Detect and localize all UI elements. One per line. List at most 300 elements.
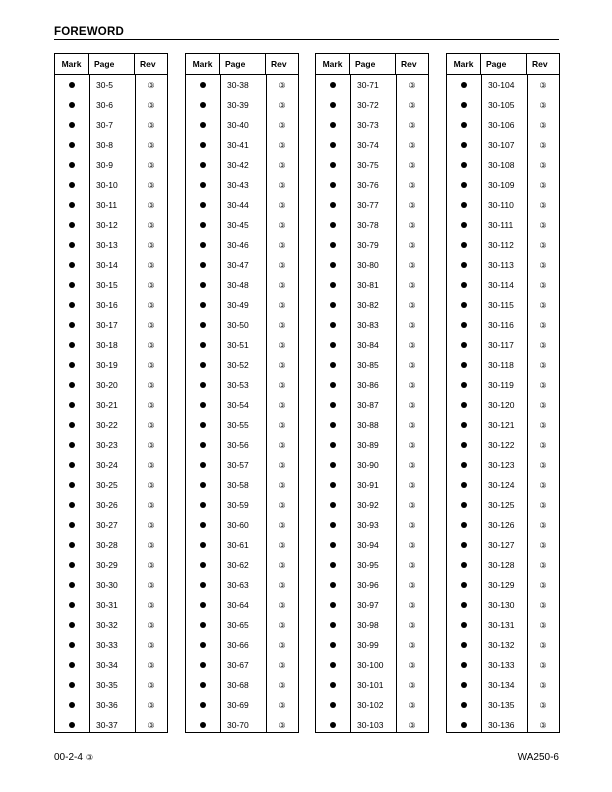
rev-cell: ③ (278, 440, 286, 450)
mark-cell (186, 662, 220, 668)
mark-cell (55, 702, 89, 708)
revised-mark-dot-icon (200, 602, 206, 608)
revised-mark-dot-icon (330, 622, 336, 628)
table-row (316, 635, 428, 655)
mark-cell (316, 702, 350, 708)
table-row (186, 535, 298, 555)
rev-cell: ③ (408, 700, 416, 710)
mark-cell (447, 382, 481, 388)
revised-mark-dot-icon (330, 362, 336, 368)
revised-mark-dot-icon (69, 122, 75, 128)
rev-cell: ③ (147, 600, 155, 610)
page-cell: 30-134 (488, 680, 515, 690)
rev-cell: ③ (539, 220, 547, 230)
rev-cell: ③ (539, 320, 547, 330)
mark-cell (316, 202, 350, 208)
mark-cell (316, 662, 350, 668)
table-row (55, 435, 167, 455)
rev-cell: ③ (539, 700, 547, 710)
revised-mark-dot-icon (200, 402, 206, 408)
rev-cell: ③ (278, 260, 286, 270)
page-cell: 30-69 (227, 700, 249, 710)
page-cell: 30-105 (488, 100, 515, 110)
table-row (186, 615, 298, 635)
table-row (447, 95, 559, 115)
rev-cell: ③ (539, 520, 547, 530)
page-cell: 30-88 (357, 420, 379, 430)
revised-mark-dot-icon (200, 642, 206, 648)
table-row (316, 215, 428, 235)
page-cell: 30-26 (96, 500, 118, 510)
table-row (316, 675, 428, 695)
table-row (55, 75, 167, 95)
table-row (316, 595, 428, 615)
column-header-mark: Mark (55, 54, 89, 74)
mark-cell (186, 422, 220, 428)
revised-mark-dot-icon (200, 582, 206, 588)
page-cell: 30-79 (357, 240, 379, 250)
page-cell: 30-96 (357, 580, 379, 590)
mark-cell (316, 262, 350, 268)
table-row (316, 715, 428, 735)
mark-cell (316, 682, 350, 688)
table-row (316, 395, 428, 415)
rev-cell: ③ (408, 640, 416, 650)
page-cell: 30-28 (96, 540, 118, 550)
table-row (186, 95, 298, 115)
rev-cell: ③ (278, 560, 286, 570)
table-row (447, 715, 559, 735)
revised-mark-dot-icon (330, 302, 336, 308)
page-cell: 30-93 (357, 520, 379, 530)
revised-mark-dot-icon (69, 382, 75, 388)
table-row (316, 315, 428, 335)
mark-cell (316, 302, 350, 308)
mark-cell (447, 702, 481, 708)
column-header-row (316, 54, 428, 75)
table-row (447, 175, 559, 195)
rev-cell: ③ (408, 220, 416, 230)
mark-cell (447, 542, 481, 548)
table-row (447, 275, 559, 295)
table-row (186, 675, 298, 695)
mark-cell (316, 222, 350, 228)
revised-mark-dot-icon (461, 382, 467, 388)
mark-cell (55, 622, 89, 628)
page-cell: 30-32 (96, 620, 118, 630)
revised-mark-dot-icon (330, 342, 336, 348)
rev-cell: ③ (539, 420, 547, 430)
revised-mark-dot-icon (200, 382, 206, 388)
page-cell: 30-16 (96, 300, 118, 310)
revised-mark-dot-icon (200, 562, 206, 568)
page-cell: 30-122 (488, 440, 515, 450)
table-row (55, 235, 167, 255)
rev-cell: ③ (147, 160, 155, 170)
revised-mark-dot-icon (69, 262, 75, 268)
rev-cell: ③ (408, 720, 416, 730)
revised-mark-dot-icon (200, 462, 206, 468)
table-row (55, 215, 167, 235)
table-row (55, 575, 167, 595)
rev-cell: ③ (147, 620, 155, 630)
rev-cell: ③ (147, 340, 155, 350)
rev-cell: ③ (539, 380, 547, 390)
page-cell: 30-118 (488, 360, 514, 370)
mark-cell (316, 522, 350, 528)
column-header-page: Page (89, 54, 135, 74)
page-cell: 30-44 (227, 200, 249, 210)
rev-cell: ③ (278, 500, 286, 510)
mark-cell (186, 642, 220, 648)
revised-mark-dot-icon (69, 442, 75, 448)
page-cell: 30-8 (96, 140, 114, 150)
page-cell: 30-121 (488, 420, 515, 430)
rev-cell: ③ (539, 480, 547, 490)
table-row (447, 235, 559, 255)
revised-mark-dot-icon (461, 602, 467, 608)
page-cell: 30-48 (227, 280, 249, 290)
mark-cell (186, 162, 220, 168)
page-cell: 30-131 (488, 620, 515, 630)
rev-cell: ③ (539, 660, 547, 670)
rev-cell: ③ (539, 100, 547, 110)
page-cell: 30-33 (96, 640, 118, 650)
page-cell: 30-78 (357, 220, 379, 230)
mark-cell (186, 262, 220, 268)
footer-page-number-text: 00-2-4 (54, 752, 83, 763)
table-row (316, 255, 428, 275)
revised-mark-dot-icon (461, 582, 467, 588)
page-cell: 30-68 (227, 680, 249, 690)
rev-cell: ③ (278, 680, 286, 690)
table-row (316, 95, 428, 115)
mark-cell (447, 142, 481, 148)
table-row (55, 395, 167, 415)
mark-cell (55, 182, 89, 188)
revised-mark-dot-icon (69, 502, 75, 508)
rev-cell: ③ (278, 240, 286, 250)
page-cell: 30-74 (357, 140, 379, 150)
table-column (315, 53, 429, 733)
rev-cell: ③ (278, 300, 286, 310)
rev-cell: ③ (408, 460, 416, 470)
page-cell: 30-66 (227, 640, 249, 650)
rev-cell: ③ (147, 180, 155, 190)
revised-mark-dot-icon (461, 522, 467, 528)
mark-cell (186, 182, 220, 188)
page-cell: 30-29 (96, 560, 118, 570)
revised-mark-dot-icon (69, 362, 75, 368)
rev-cell: ③ (408, 360, 416, 370)
rev-cell: ③ (147, 80, 155, 90)
rev-cell: ③ (278, 120, 286, 130)
mark-cell (447, 682, 481, 688)
mark-cell (316, 322, 350, 328)
revised-mark-dot-icon (200, 202, 206, 208)
page-cell: 30-87 (357, 400, 379, 410)
mark-cell (55, 122, 89, 128)
page-cell: 30-53 (227, 380, 249, 390)
table-row (55, 275, 167, 295)
revised-mark-dot-icon (69, 102, 75, 108)
page-cell: 30-127 (488, 540, 515, 550)
revised-mark-dot-icon (461, 502, 467, 508)
table-row (447, 115, 559, 135)
rev-cell: ③ (278, 620, 286, 630)
table-row (55, 415, 167, 435)
mark-cell (186, 522, 220, 528)
mark-cell (316, 462, 350, 468)
revised-mark-dot-icon (69, 242, 75, 248)
rev-cell: ③ (278, 600, 286, 610)
table-row (447, 615, 559, 635)
revised-mark-dot-icon (461, 682, 467, 688)
rev-cell: ③ (408, 100, 416, 110)
table-row (186, 635, 298, 655)
page-cell: 30-70 (227, 720, 249, 730)
revised-mark-dot-icon (330, 102, 336, 108)
table-row (316, 615, 428, 635)
page-cell: 30-31 (96, 600, 118, 610)
mark-cell (316, 502, 350, 508)
page-cell: 30-45 (227, 220, 249, 230)
rev-cell: ③ (539, 440, 547, 450)
table-row (55, 155, 167, 175)
mark-cell (447, 122, 481, 128)
page-cell: 30-50 (227, 320, 249, 330)
rev-cell: ③ (408, 620, 416, 630)
revised-mark-dot-icon (200, 442, 206, 448)
mark-cell (447, 662, 481, 668)
revised-mark-dot-icon (461, 222, 467, 228)
rev-cell: ③ (408, 560, 416, 570)
rev-cell: ③ (278, 520, 286, 530)
page-cell: 30-18 (96, 340, 118, 350)
revised-mark-dot-icon (69, 462, 75, 468)
page-cell: 30-47 (227, 260, 249, 270)
mark-cell (447, 482, 481, 488)
rev-cell: ③ (539, 540, 547, 550)
page-cell: 30-116 (488, 320, 514, 330)
mark-cell (55, 722, 89, 728)
table-row (316, 295, 428, 315)
page-cell: 30-97 (357, 600, 379, 610)
mark-cell (186, 562, 220, 568)
rev-cell: ③ (147, 360, 155, 370)
table-row (316, 355, 428, 375)
page-cell: 30-90 (357, 460, 379, 470)
mark-cell (55, 102, 89, 108)
page-cell: 30-81 (357, 280, 379, 290)
rev-cell: ③ (278, 460, 286, 470)
rev-cell: ③ (147, 400, 155, 410)
rev-cell: ③ (278, 540, 286, 550)
mark-cell (447, 202, 481, 208)
mark-cell (447, 102, 481, 108)
page-cell: 30-112 (488, 240, 514, 250)
table-row (186, 295, 298, 315)
table-row (447, 595, 559, 615)
table-row (186, 515, 298, 535)
page-cell: 30-27 (96, 520, 118, 530)
revised-mark-dot-icon (69, 222, 75, 228)
page-cell: 30-14 (96, 260, 118, 270)
mark-cell (186, 302, 220, 308)
revised-mark-dot-icon (461, 142, 467, 148)
revised-mark-dot-icon (461, 262, 467, 268)
mark-cell (316, 422, 350, 428)
table-row (447, 695, 559, 715)
rev-cell: ③ (147, 120, 155, 130)
table-row (55, 475, 167, 495)
page-cell: 30-92 (357, 500, 379, 510)
revised-mark-dot-icon (461, 662, 467, 668)
rev-cell: ③ (278, 100, 286, 110)
revised-mark-dot-icon (200, 282, 206, 288)
page-cell: 30-72 (357, 100, 379, 110)
table-row (186, 215, 298, 235)
table-row (186, 315, 298, 335)
rev-cell: ③ (278, 420, 286, 430)
revised-mark-dot-icon (200, 262, 206, 268)
rev-cell: ③ (539, 280, 547, 290)
rev-cell: ③ (147, 700, 155, 710)
page-cell: 30-98 (357, 620, 379, 630)
table-row (55, 555, 167, 575)
table-row (55, 375, 167, 395)
revised-mark-dot-icon (69, 602, 75, 608)
rev-cell: ③ (408, 420, 416, 430)
revised-mark-dot-icon (200, 342, 206, 348)
revised-mark-dot-icon (200, 542, 206, 548)
revised-mark-dot-icon (69, 422, 75, 428)
rev-cell: ③ (147, 140, 155, 150)
table-row (186, 375, 298, 395)
page-cell: 30-62 (227, 560, 249, 570)
page-cell: 30-23 (96, 440, 118, 450)
page-cell: 30-11 (96, 200, 118, 210)
page-cell: 30-76 (357, 180, 379, 190)
table-row (186, 715, 298, 735)
mark-cell (186, 382, 220, 388)
mark-cell (55, 462, 89, 468)
page-cell: 30-67 (227, 660, 249, 670)
page-cell: 30-38 (227, 80, 249, 90)
rev-cell: ③ (147, 580, 155, 590)
revised-mark-dot-icon (330, 82, 336, 88)
page-cell: 30-22 (96, 420, 118, 430)
mark-cell (186, 582, 220, 588)
mark-cell (186, 502, 220, 508)
mark-cell (447, 422, 481, 428)
rev-cell: ③ (539, 400, 547, 410)
mark-cell (55, 602, 89, 608)
revised-mark-dot-icon (200, 222, 206, 228)
mark-cell (186, 142, 220, 148)
column-header-row (186, 54, 298, 75)
page-cell: 30-39 (227, 100, 249, 110)
rev-cell: ③ (278, 360, 286, 370)
mark-cell (55, 262, 89, 268)
rev-cell: ③ (147, 640, 155, 650)
page-cell: 30-17 (96, 320, 118, 330)
page-cell: 30-60 (227, 520, 249, 530)
column-header-mark: Mark (316, 54, 350, 74)
revised-mark-dot-icon (69, 322, 75, 328)
page-cell: 30-15 (96, 280, 118, 290)
page-cell: 30-35 (96, 680, 118, 690)
revised-mark-dot-icon (461, 442, 467, 448)
page-cell: 30-77 (357, 200, 379, 210)
table-row (447, 215, 559, 235)
mark-cell (316, 182, 350, 188)
mark-cell (447, 82, 481, 88)
table-row (55, 635, 167, 655)
table-row (186, 415, 298, 435)
mark-cell (447, 402, 481, 408)
mark-cell (186, 542, 220, 548)
page-cell: 30-73 (357, 120, 379, 130)
table-row (186, 175, 298, 195)
revised-mark-dot-icon (330, 682, 336, 688)
mark-cell (447, 362, 481, 368)
revised-mark-dot-icon (461, 242, 467, 248)
rev-cell: ③ (278, 640, 286, 650)
mark-cell (55, 682, 89, 688)
column-header-rev: Rev (532, 59, 548, 69)
mark-cell (55, 342, 89, 348)
mark-cell (447, 302, 481, 308)
page-cell: 30-113 (488, 260, 514, 270)
rev-cell: ③ (278, 280, 286, 290)
page-cell: 30-37 (96, 720, 118, 730)
table-row (186, 275, 298, 295)
page-cell: 30-57 (227, 460, 249, 470)
footer-revision-mark: ③ (85, 753, 94, 762)
table-row (316, 155, 428, 175)
rev-cell: ③ (539, 620, 547, 630)
rev-cell: ③ (278, 380, 286, 390)
mark-cell (186, 602, 220, 608)
rev-cell: ③ (147, 680, 155, 690)
table-row (186, 155, 298, 175)
rev-cell: ③ (539, 240, 547, 250)
revised-mark-dot-icon (461, 622, 467, 628)
rev-cell: ③ (408, 180, 416, 190)
mark-cell (55, 382, 89, 388)
page-cell: 30-21 (96, 400, 118, 410)
page-cell: 30-89 (357, 440, 379, 450)
page-cell: 30-80 (357, 260, 379, 270)
revised-mark-dot-icon (330, 502, 336, 508)
page-cell: 30-124 (488, 480, 515, 490)
revised-mark-dot-icon (69, 142, 75, 148)
page-cell: 30-99 (357, 640, 379, 650)
revised-mark-dot-icon (69, 182, 75, 188)
page-cell: 30-91 (357, 480, 379, 490)
page-cell: 30-58 (227, 480, 249, 490)
revised-mark-dot-icon (330, 522, 336, 528)
mark-cell (316, 562, 350, 568)
table-row (55, 655, 167, 675)
page-cell: 30-120 (488, 400, 515, 410)
rev-cell: ③ (408, 440, 416, 450)
table-row (447, 75, 559, 95)
mark-cell (55, 202, 89, 208)
rev-cell: ③ (408, 660, 416, 670)
page-cell: 30-125 (488, 500, 515, 510)
